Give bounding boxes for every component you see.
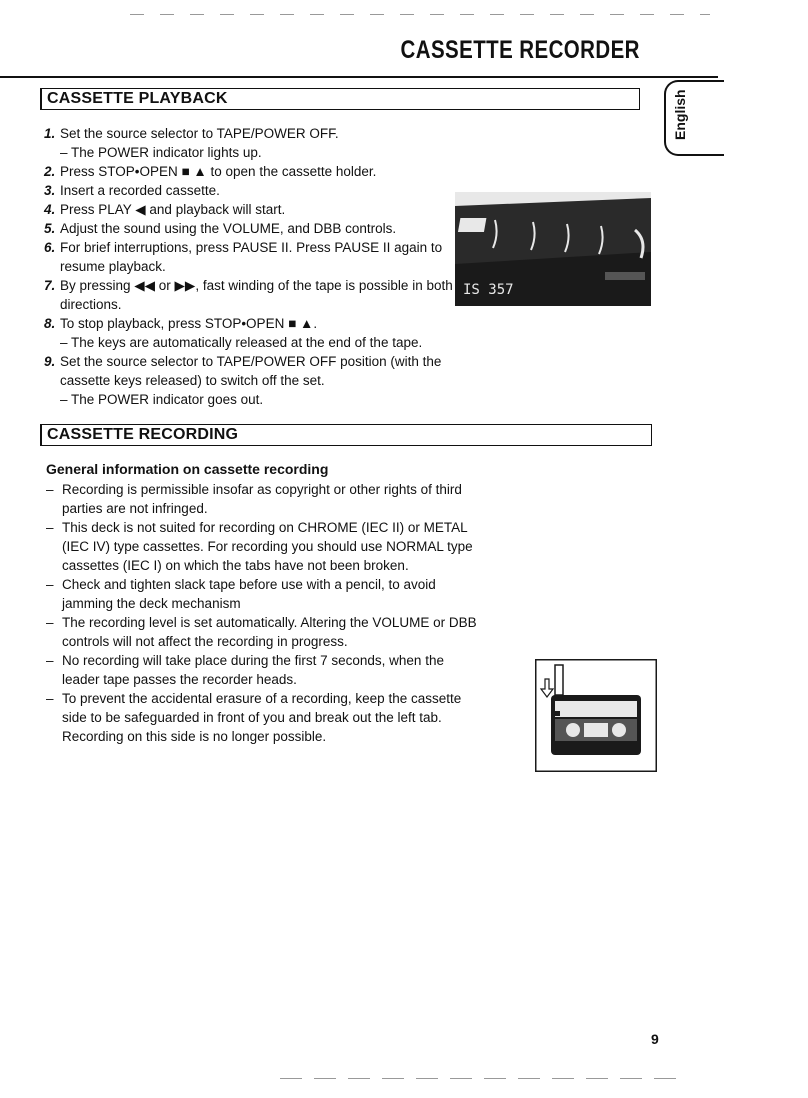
step-number: 8. bbox=[44, 316, 56, 331]
page-title: CASSETTE RECORDER bbox=[400, 36, 640, 64]
step-text: By pressing ◀◀ or ▶▶, fast winding of the tape is possible in both bbox=[60, 278, 453, 293]
recording-heading: CASSETTE RECORDING bbox=[47, 426, 239, 443]
step-text: Set the source selector to TAPE/POWER OFF. bbox=[60, 126, 339, 141]
recording-lines bbox=[46, 480, 476, 746]
section-heading-playback bbox=[40, 88, 640, 110]
recording-text: No recording will take place during the first 7 seconds, when the bbox=[62, 653, 444, 668]
recording-line bbox=[46, 518, 476, 537]
scan-artifact-top bbox=[130, 14, 710, 15]
recording-line bbox=[46, 689, 476, 708]
playback-step-line bbox=[44, 333, 444, 352]
recording-text: controls will not affect the recording in progress. bbox=[62, 634, 348, 649]
recording-info bbox=[46, 460, 476, 746]
language-tab-label: English bbox=[672, 89, 688, 140]
playback-step-line bbox=[44, 276, 453, 295]
playback-step-line bbox=[44, 238, 444, 257]
scan-artifact-bottom bbox=[280, 1078, 680, 1079]
recording-text: Recording is permissible insofar as copyright or other rights of third bbox=[62, 482, 462, 497]
recording-line bbox=[46, 575, 476, 594]
bullet-dash: – bbox=[46, 482, 54, 497]
recording-line bbox=[46, 708, 476, 727]
step-number: 3. bbox=[44, 183, 56, 198]
recording-text: (IEC IV) type cassettes. For recording you should use NORMAL type bbox=[62, 539, 473, 554]
recording-text: jamming the deck mechanism bbox=[62, 596, 241, 611]
playback-step-line bbox=[44, 371, 444, 390]
step-text: – The keys are automatically released at the end of the tape. bbox=[60, 335, 423, 350]
step-number: 5. bbox=[44, 221, 56, 236]
language-tab bbox=[664, 80, 724, 156]
playback-step-line bbox=[44, 390, 444, 409]
playback-step-line bbox=[44, 257, 444, 276]
step-text: directions. bbox=[60, 297, 122, 312]
recording-text: This deck is not suited for recording on CHROME (IEC II) or METAL bbox=[62, 520, 468, 535]
recording-text: Recording on this side is no longer possible. bbox=[62, 729, 327, 744]
recording-line bbox=[46, 499, 476, 518]
step-number: 6. bbox=[44, 240, 56, 255]
step-text: For brief interruptions, press PAUSE II. Press PAUSE II again to bbox=[60, 240, 443, 255]
recording-line bbox=[46, 651, 476, 670]
step-text: Adjust the sound using the VOLUME, and DBB controls. bbox=[60, 221, 397, 236]
playback-step-line bbox=[44, 314, 444, 333]
step-text: – The POWER indicator lights up. bbox=[60, 145, 262, 160]
step-text: cassette keys released) to switch off the set. bbox=[60, 373, 325, 388]
playback-step-line bbox=[44, 295, 444, 314]
recording-line bbox=[46, 556, 476, 575]
step-number: 9. bbox=[44, 354, 56, 369]
recording-subheading: General information on cassette recording bbox=[46, 461, 329, 477]
recording-text: Check and tighten slack tape before use with a pencil, to avoid bbox=[62, 577, 436, 592]
recording-text: leader tape passes the recorder heads. bbox=[62, 672, 297, 687]
playback-steps bbox=[44, 124, 453, 409]
recording-text: The recording level is set automatically. Altering the VOLUME or DBB bbox=[62, 615, 477, 630]
recording-line bbox=[46, 537, 476, 556]
playback-step-line bbox=[44, 181, 444, 200]
step-number: 4. bbox=[44, 202, 56, 217]
recording-line bbox=[46, 727, 476, 746]
bullet-dash: – bbox=[46, 615, 54, 630]
title-rule bbox=[0, 76, 718, 78]
bullet-dash: – bbox=[46, 691, 54, 706]
step-text: Press STOP•OPEN ■ ▲ to open the cassette holder. bbox=[60, 164, 377, 179]
step-text: – The POWER indicator goes out. bbox=[60, 392, 264, 407]
recording-line bbox=[46, 670, 476, 689]
step-number: 7. bbox=[44, 278, 56, 293]
step-number: 1. bbox=[44, 126, 56, 141]
playback-step-line bbox=[44, 352, 444, 371]
playback-heading: CASSETTE PLAYBACK bbox=[47, 90, 228, 107]
playback-step-line bbox=[44, 162, 444, 181]
step-text: Press PLAY ◀ and playback will start. bbox=[60, 202, 286, 217]
recording-text: parties are not infringed. bbox=[62, 501, 208, 516]
deck-display-text: IS 357 bbox=[463, 282, 514, 298]
cassette-deck-illustration bbox=[455, 192, 651, 306]
recording-text: side to be safeguarded in front of you and break out the left tab. bbox=[62, 710, 442, 725]
recording-line bbox=[46, 480, 476, 499]
recording-text: cassettes (IEC I) on which the tabs have not been broken. bbox=[62, 558, 409, 573]
step-number: 2. bbox=[44, 164, 56, 179]
playback-step-line bbox=[44, 143, 444, 162]
step-text: To stop playback, press STOP•OPEN ■ ▲. bbox=[60, 316, 318, 331]
page-number: 9 bbox=[651, 1031, 659, 1047]
cassette-tab-illustration bbox=[535, 659, 657, 772]
recording-line bbox=[46, 632, 476, 651]
step-text: Set the source selector to TAPE/POWER OFF position (with the bbox=[60, 354, 442, 369]
recording-line bbox=[46, 613, 476, 632]
bullet-dash: – bbox=[46, 520, 54, 535]
playback-step-line bbox=[44, 124, 444, 143]
playback-step-line bbox=[44, 219, 444, 238]
step-text: resume playback. bbox=[60, 259, 166, 274]
recording-text: To prevent the accidental erasure of a recording, keep the cassette bbox=[62, 691, 462, 706]
playback-step-line bbox=[44, 200, 444, 219]
bullet-dash: – bbox=[46, 577, 54, 592]
recording-line bbox=[46, 594, 476, 613]
bullet-dash: – bbox=[46, 653, 54, 668]
step-text: Insert a recorded cassette. bbox=[60, 183, 220, 198]
section-heading-recording bbox=[40, 424, 652, 446]
